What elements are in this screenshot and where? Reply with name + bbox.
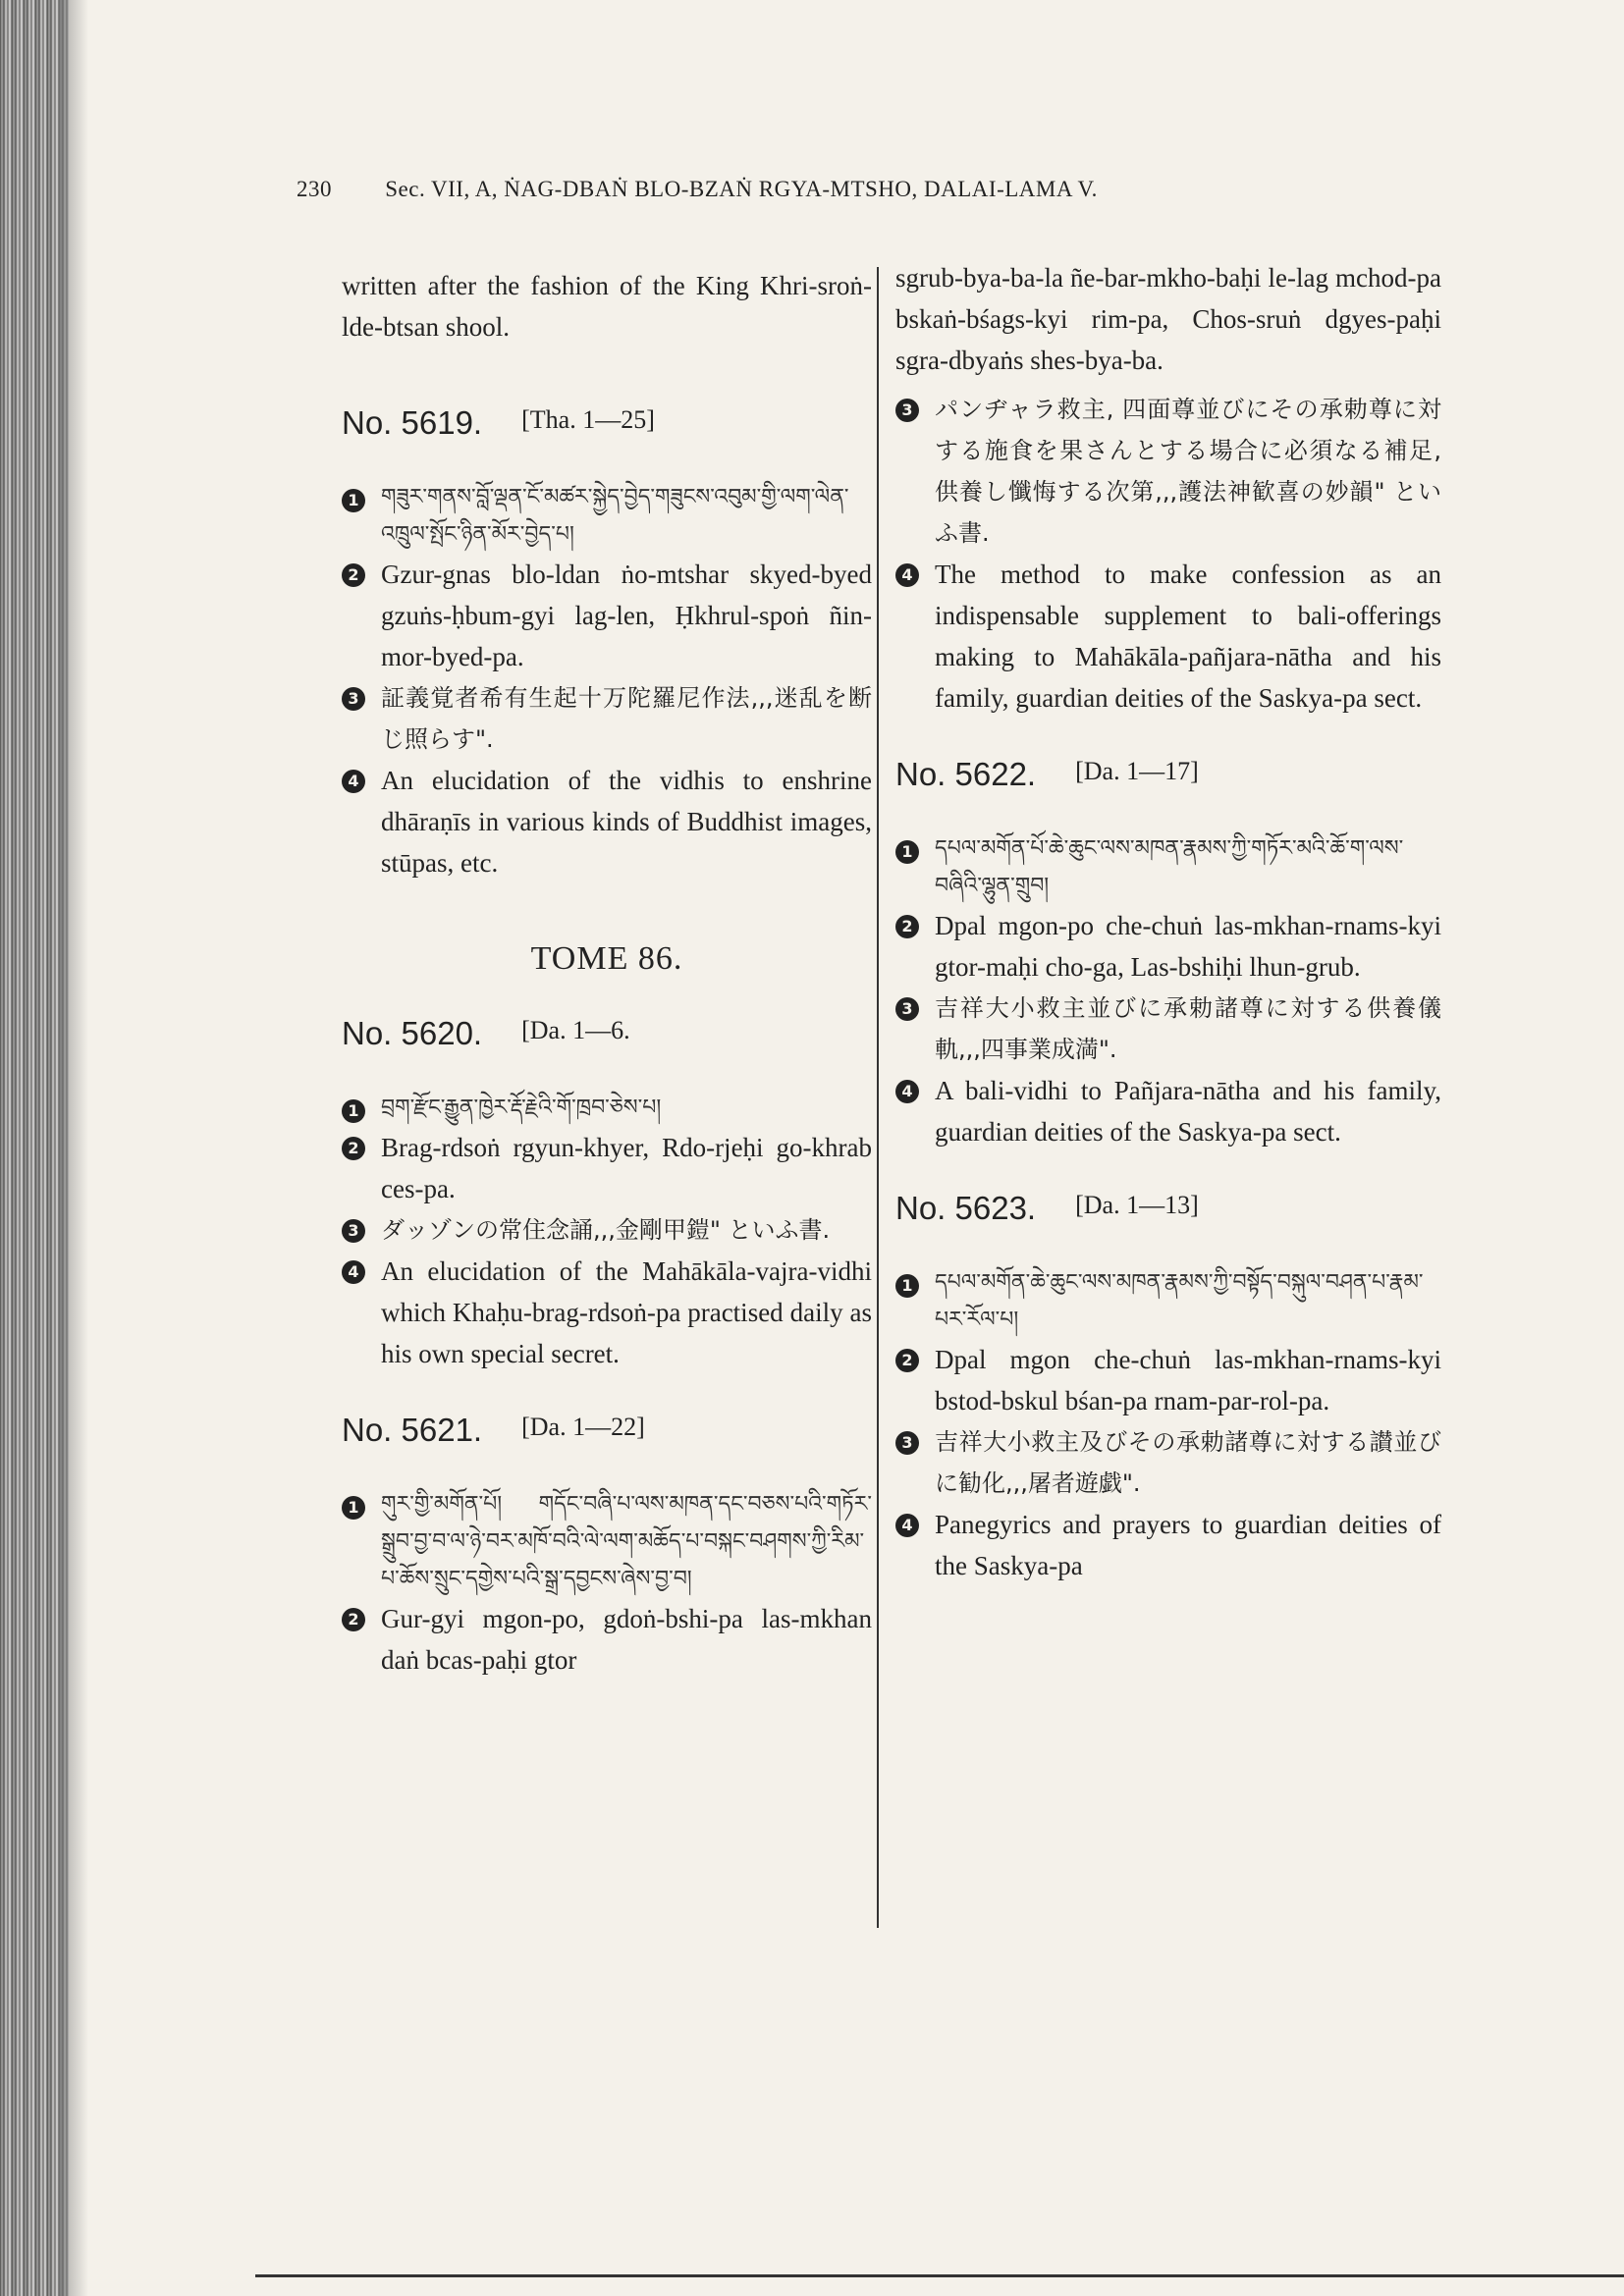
tibetan-title <box>895 830 1441 905</box>
japanese-text: 吉祥大小救主並びに承勅諸尊に対する供養儀軌,,,四事業成満". <box>935 994 1441 1063</box>
entry-reference: [Da. 1—6. <box>521 1016 630 1044</box>
item-marker-2: 2 <box>342 1608 365 1631</box>
running-header <box>297 177 1098 202</box>
item-marker-3: 3 <box>895 399 919 422</box>
japanese-title <box>895 1421 1441 1504</box>
entry-reference: [Da. 1—13] <box>1075 1191 1199 1219</box>
item-marker-4: 4 <box>895 563 919 587</box>
english-text: An elucidation of the vidhis to enshrine dhāraṇīs in various kinds of Buddhist images, stūpas, etc. <box>381 766 872 878</box>
continued-text: written after the fashion of the King Khri-sroṅ-lde-btsan shool. <box>342 271 872 342</box>
left-column <box>342 265 872 1681</box>
tibetan-text: གུར་གྱི་མགོན་པོ། གདོང་བཞི་པ་ལས་མཁན་དང་བཅས་པའི་གཏོར་སྒྲུབ་བྱ་བ་ལ་ཉེ་བར་མཁོ་བའི་ལེ་ལག་མཆོད་པ་བསྐང་བཤགས་ཀྱི་རིམ་པ་ཆོས་སྲུང་དགྱེས་པའི་སྒྲ་དབྱངས་ཞེས་བྱ་བ། <box>381 1492 872 1591</box>
running-title: Sec. VII, A, ṄAG-DBAṄ BLO-BZAṄ RGYA-MTSHO, DALAI-LAMA V. <box>385 177 1098 201</box>
right-column <box>895 257 1441 1586</box>
entry-number: No. 5619. <box>342 404 483 441</box>
entry-heading-5620 <box>342 1015 872 1052</box>
continued-romanized-text: sgrub-bya-ba-la ñe-bar-mkho-baḥi le-lag mchod-pa bskaṅ-bśags-kyi rim-pa, Chos-sruṅ dgyes-paḥi sgra-dbyaṅs shes-bya-ba. <box>895 263 1441 375</box>
tibetan-text: དཔལ་མགོན་པོ་ཆེ་ཆུང་ལས་མཁན་རྣམས་ཀྱི་གཏོར་མའི་ཆོ་ག་ལས་བཞིའི་ལྷུན་གྲུབ། <box>935 836 1404 898</box>
item-marker-4: 4 <box>895 1080 919 1103</box>
item-marker-1: 1 <box>895 840 919 864</box>
english-description <box>895 1504 1441 1586</box>
item-marker-4: 4 <box>342 770 365 793</box>
tibetan-text: བྲག་རྫོང་རྒྱུན་ཁྱེར་རྡོ་རྗེའི་གོ་ཁྲབ་ཅེས་པ། <box>381 1095 662 1120</box>
entry-reference: [Da. 1—17] <box>1075 757 1199 785</box>
tibetan-text: གཟུར་གནས་བློ་ལྡན་ངོ་མཚར་སྐྱེད་བྱེད་གཟུངས་འབུམ་གྱི་ལག་ལེན་འཁྲུལ་སྤོང་ཉིན་མོར་བྱེད་པ། <box>381 485 849 547</box>
entry-reference: [Tha. 1—25] <box>521 405 655 434</box>
romanized-title <box>342 1598 872 1681</box>
romanized-title <box>895 1339 1441 1421</box>
japanese-text: ダッゾンの常住念誦,,,金剛甲鎧" といふ書. <box>381 1216 831 1244</box>
entry-number: No. 5621. <box>342 1412 483 1448</box>
item-marker-2: 2 <box>342 1137 365 1160</box>
japanese-title <box>342 677 872 760</box>
romanized-text: Dpal mgon che-chuṅ las-mkhan-rnams-kyi bstod-bskul bśan-pa rnam-par-rol-pa. <box>935 1345 1441 1415</box>
english-text: A bali-vidhi to Pañjara-nātha and his family, guardian deities of the Saskya-pa sect. <box>935 1076 1441 1147</box>
japanese-title <box>895 389 1441 554</box>
english-text: The method to make confession as an indispensable supplement to bali-offerings making to Mahākāla-pañjara-nātha and his family, guardian deities of the Saskya-pa sect. <box>935 560 1441 713</box>
entry-heading-5619 <box>342 404 872 442</box>
item-marker-1: 1 <box>895 1274 919 1298</box>
english-text: Panegyrics and prayers to guardian deities of the Saskya-pa <box>935 1510 1441 1580</box>
romanized-title <box>342 1127 872 1209</box>
romanized-text: Gur-gyi mgon-po, gdoṅ-bshi-pa las-mkhan daṅ bcas-paḥi gtor <box>381 1604 872 1675</box>
romanized-title <box>342 554 872 677</box>
english-description <box>895 554 1441 719</box>
entry-heading-5623 <box>895 1190 1441 1227</box>
item-marker-4: 4 <box>895 1514 919 1537</box>
bottom-edge-rule <box>255 2274 1624 2277</box>
item-marker-1: 1 <box>342 1496 365 1520</box>
binding-shadow <box>59 0 88 2296</box>
tibetan-text: དཔལ་མགོན་ཆེ་ཆུང་ལས་མཁན་རྣམས་ཀྱི་བསྟོད་བསྐུལ་བཤན་པ་རྣམ་པར་རོལ་པ། <box>935 1270 1424 1332</box>
tibetan-title <box>895 1264 1441 1339</box>
english-description <box>342 1251 872 1374</box>
entry-number: No. 5620. <box>342 1015 483 1051</box>
item-marker-1: 1 <box>342 489 365 512</box>
romanized-text: Gzur-gnas blo-ldan ṅo-mtshar skyed-byed gzuṅs-ḥbum-gyi lag-len, Ḥkhrul-spoṅ ñin-mor-byed-pa. <box>381 560 872 671</box>
item-marker-4: 4 <box>342 1260 365 1284</box>
entry-reference: [Da. 1—22] <box>521 1413 645 1441</box>
entry-number: No. 5623. <box>895 1190 1037 1226</box>
japanese-title <box>895 988 1441 1070</box>
romanized-title <box>895 905 1441 988</box>
item-marker-3: 3 <box>895 1431 919 1455</box>
item-marker-3: 3 <box>895 997 919 1021</box>
entry-heading-5621 <box>342 1412 872 1449</box>
english-description <box>895 1070 1441 1152</box>
english-description <box>342 760 872 883</box>
item-marker-2: 2 <box>895 915 919 938</box>
tibetan-title <box>342 479 872 554</box>
japanese-text: パンヂャラ救主, 四面尊並びにその承勅尊に対する施食を果さんとする場合に必須なる補足, 供養し懺悔する次第,,,護法神歓喜の妙韻" といふ書. <box>935 396 1441 547</box>
item-marker-3: 3 <box>342 1219 365 1243</box>
tome-heading: TOME 86. <box>530 940 683 977</box>
entry-heading-5622 <box>895 756 1441 793</box>
japanese-text: 吉祥大小救主及びその承勅諸尊に対する讃並びに勧化,,,屠者遊戯". <box>935 1428 1441 1497</box>
english-text: An elucidation of the Mahākāla-vajra-vidhi which Khaḥu-brag-rdsoṅ-pa practised daily as his own special secret. <box>381 1256 872 1368</box>
item-marker-2: 2 <box>895 1349 919 1372</box>
item-marker-1: 1 <box>342 1099 365 1123</box>
japanese-title <box>342 1209 872 1251</box>
romanized-text: Brag-rdsoṅ rgyun-khyer, Rdo-rjeḥi go-khrab ces-pa. <box>381 1133 872 1203</box>
romanized-text: Dpal mgon-po che-chuṅ las-mkhan-rnams-kyi gtor-maḥi cho-ga, Las-bshiḥi lhun-grub. <box>935 911 1441 982</box>
entry-number: No. 5622. <box>895 756 1037 792</box>
column-divider <box>877 267 879 1928</box>
japanese-text: 証義覚者希有生起十万陀羅尼作法,,,迷乱を断じ照らす". <box>381 684 872 753</box>
tibetan-title <box>342 1486 872 1598</box>
item-marker-2: 2 <box>342 563 365 587</box>
item-marker-3: 3 <box>342 687 365 711</box>
tibetan-title <box>342 1090 872 1127</box>
page-number: 230 <box>297 177 332 201</box>
